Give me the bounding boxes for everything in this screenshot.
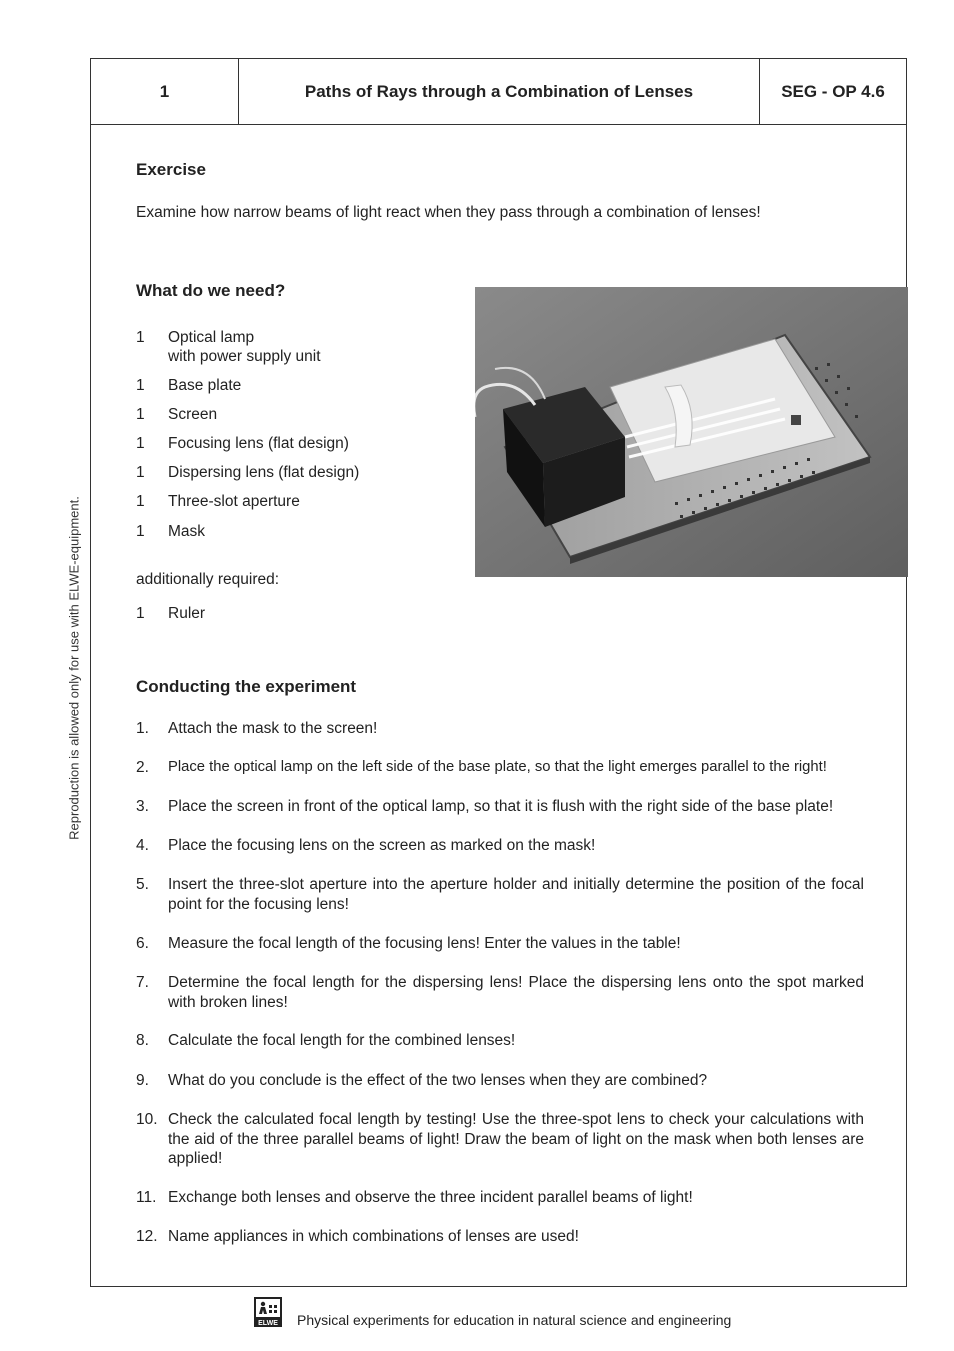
elwe-logo-text: ELWE (258, 1320, 278, 1327)
step-text: Insert the three-slot aperture into the aperture holder and initially determine the position of the focal point for the focusing lens! (168, 876, 864, 913)
equipment-qty: 1 (136, 493, 145, 510)
equipment-name: Ruler (168, 605, 206, 622)
step-number: 12. (136, 1228, 158, 1245)
needs-heading: What do we need? (136, 281, 286, 300)
procedure-step (136, 934, 864, 954)
step-number: 10. (136, 1111, 158, 1128)
sheet-title: Paths of Rays through a Combination of Lenses (239, 59, 760, 124)
equipment-qty: 1 (136, 377, 145, 394)
step-number: 3. (136, 798, 149, 815)
equipment-name: Focusing lens (flat design) (168, 435, 349, 452)
step-number: 6. (136, 935, 149, 952)
step-text: Check the calculated focal length by testing! Use the three-spot lens to check your calculations with the aid of the three parallel beams of light! Draw the beam of light on the mask when both lenses are applied! (168, 1111, 864, 1167)
equipment-name: Optical lamp (168, 329, 255, 346)
step-number: 1. (136, 720, 149, 737)
equipment-name: Mask (168, 523, 206, 540)
step-number: 5. (136, 876, 149, 893)
procedure-step (136, 797, 864, 817)
procedure-step (136, 1031, 864, 1051)
procedure-step (136, 1110, 864, 1169)
procedure-step (136, 875, 864, 914)
equipment-qty: 1 (136, 329, 145, 346)
step-text: What do you conclude is the effect of the two lenses when they are combined? (168, 1072, 708, 1089)
sheet-number: 1 (91, 59, 239, 124)
step-text: Place the screen in front of the optical lamp, so that it is flush with the right side of the base plate! (168, 798, 834, 815)
step-number: 9. (136, 1072, 149, 1089)
equipment-qty: 1 (136, 435, 145, 452)
procedure-step (136, 973, 864, 1012)
footer-text: Physical experiments for education in natural science and engineering (297, 1312, 732, 1328)
procedure-step (136, 1188, 864, 1208)
step-number: 11. (136, 1189, 157, 1206)
step-text: Determine the focal length for the dispersing lens! Place the dispersing lens onto the spot marked with broken lines! (168, 974, 864, 1011)
setup-photo-image (475, 287, 908, 577)
exercise-text: Examine how narrow beams of light react when they pass through a combination of lenses! (136, 204, 761, 221)
step-number: 4. (136, 837, 149, 854)
reproduction-note: Reproduction is allowed only for use with ELWE-equipment. (66, 496, 82, 840)
equipment-qty: 1 (136, 605, 145, 622)
step-number: 7. (136, 974, 149, 991)
additional-label: additionally required: (136, 571, 280, 588)
equipment-name: Base plate (168, 377, 242, 394)
step-number: 2. (136, 759, 149, 776)
step-text: Place the optical lamp on the left side of the base plate, so that the light emerges parallel to the right! (168, 759, 827, 775)
equipment-name-detail: with power supply unit (168, 348, 321, 365)
procedure-step (136, 758, 864, 778)
step-text: Place the focusing lens on the screen as marked on the mask! (168, 837, 596, 854)
procedure-heading: Conducting the experiment (136, 677, 357, 696)
equipment-name: Screen (168, 406, 218, 423)
step-text: Exchange both lenses and observe the three incident parallel beams of light! (168, 1189, 693, 1206)
procedure-step (136, 1071, 864, 1091)
step-text: Name appliances in which combinations of lenses are used! (168, 1228, 579, 1245)
step-text: Calculate the focal length for the combined lenses! (168, 1032, 516, 1049)
equipment-qty: 1 (136, 523, 145, 540)
elwe-logo (254, 1297, 282, 1327)
step-text: Attach the mask to the screen! (168, 720, 378, 737)
worksheet-frame (90, 58, 907, 1287)
equipment-name: Three-slot aperture (168, 493, 300, 510)
equipment-name: Dispersing lens (flat design) (168, 464, 360, 481)
procedure-step (136, 719, 864, 739)
equipment-qty: 1 (136, 464, 145, 481)
step-text: Measure the focal length of the focusing lens! Enter the values in the table! (168, 935, 681, 952)
worksheet-header (91, 59, 906, 125)
setup-photo (475, 287, 908, 577)
equipment-qty: 1 (136, 406, 145, 423)
procedure-step (136, 1227, 864, 1247)
exercise-heading: Exercise (136, 160, 206, 179)
sheet-code: SEG - OP 4.6 (781, 81, 885, 101)
procedure-step (136, 836, 864, 856)
step-number: 8. (136, 1032, 149, 1049)
